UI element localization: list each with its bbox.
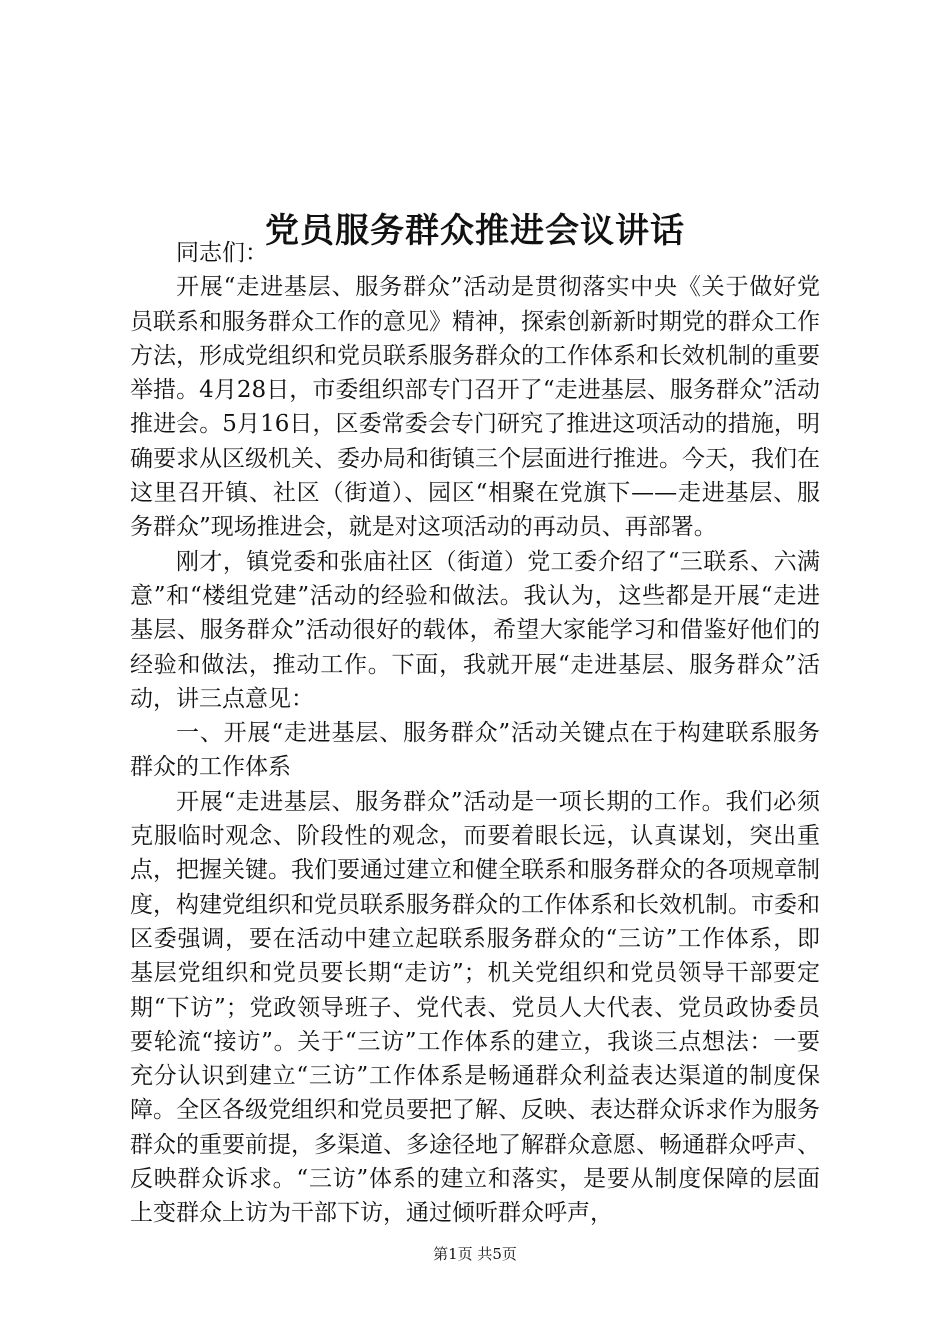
paragraph: 刚才，镇党委和张庙社区（街道）党工委介绍了“三联系、六满意”和“楼组党建”活动的经验和做法。我认为，这些都是开展“走进基层、服务群众”活动很好的载体，希望大家能学习和借鉴好他们的经验和做法，推动工作。下面，我就开展“走进基层、服务群众”活动，讲三点意见： bbox=[130, 548, 820, 712]
document-title: 党员服务群众推进会议讲话 bbox=[265, 210, 685, 251]
paragraph: 开展“走进基层、服务群众”活动是一项长期的工作。我们必须克服临时观念、阶段性的观念，而要着眼长远，认真谋划，突出重点，把握关键。我们要通过建立和健全联系和服务群众的各项规章制度，构建党组织和党员联系服务群众的工作体系和长效机制。市委和区委强调，要在活动中建立起联系服务群众的“三访”工作体系，即基层党组织和党员要长期“走访”；机关党组织和党员领导干部要定期“下访”；党政领导班子、党代表、党员人大代表、党员政协委员要轮流“接访”。关于“三访”工作体系的建立，我谈三点想法：一要充分认识到建立“三访”工作体系是畅通群众利益表达渠道的制度保障。全区各级党组织和党员要把了解、反映、表达群众诉求作为服务群众的重要前提，多渠道、多途径地了解群众意愿、畅通群众呼声、反映群众诉求。“三访”体系的建立和落实，是要从制度保障的层面上变群众上访为干部下访，通过倾听群众呼声， bbox=[130, 788, 820, 1227]
document-body bbox=[130, 236, 820, 1231]
page-footer: 第1页 共5页 bbox=[433, 1245, 517, 1263]
salutation: 同志们： bbox=[176, 240, 268, 266]
section-heading: 一、开展“走进基层、服务群众”活动关键点在于构建联系服务群众的工作体系 bbox=[130, 720, 820, 781]
paragraph: 开展“走进基层、服务群众”活动是贯彻落实中央《关于做好党员联系和服务群众工作的意见》精神，探索创新新时期党的群众工作方法，形成党组织和党员联系服务群众的工作体系和长效机制的重要举措。4月28日，市委组织部专门召开了“走进基层、服务群众”活动推进会。5月16日，区委常委会专门研究了推进这项活动的措施，明确要求从区级机关、委办局和街镇三个层面进行推进。今天，我们在这里召开镇、社区（街道）、园区“相聚在党旗下——走进基层、服务群众”现场推进会，就是对这项活动的再动员、再部署。 bbox=[130, 274, 820, 541]
